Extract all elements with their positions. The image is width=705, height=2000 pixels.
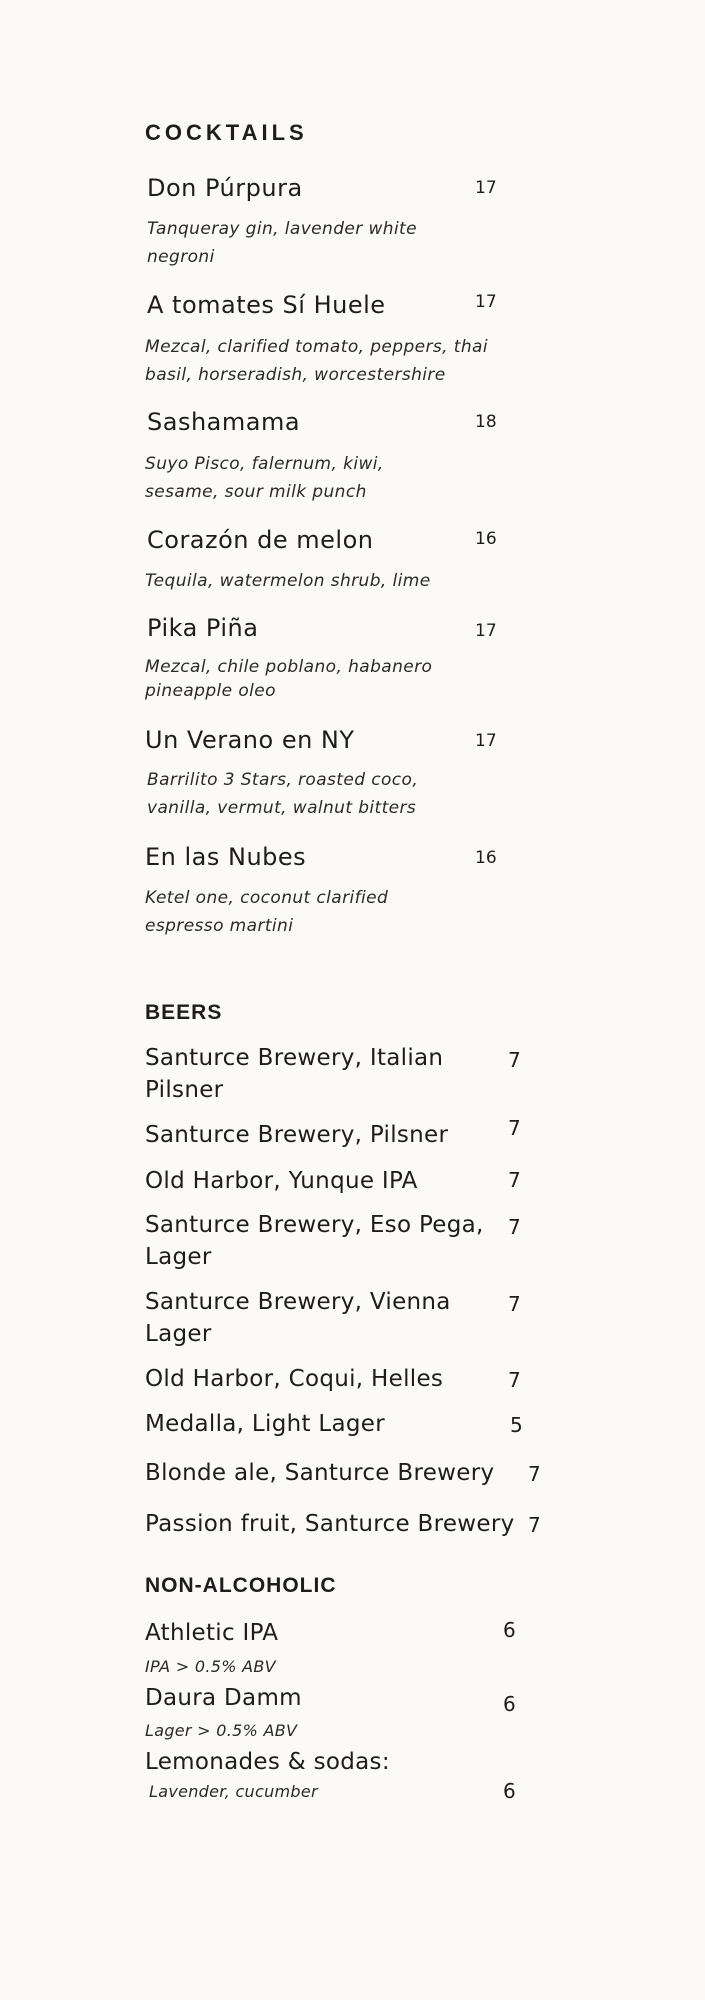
non-alcoholic-name: Lemonades & sodas: (145, 1749, 390, 1775)
beer-price: 7 (528, 1513, 541, 1537)
cocktail-description: Barrilito 3 Stars, roasted coco, vanilla, vermut, walnut bitters (147, 770, 419, 818)
beer-name: Santurce Brewery, Eso Pega, Lager (145, 1212, 484, 1270)
beer-price: 7 (508, 1168, 521, 1192)
beer-price: 7 (508, 1292, 521, 1316)
cocktail-description: Mezcal, clarified tomato, peppers, thai basil, horseradish, worcestershire (145, 337, 488, 385)
non-alcoholic-price: 6 (503, 1779, 516, 1803)
cocktail-description: Suyo Pisco, falernum, kiwi, sesame, sour milk punch (145, 454, 384, 502)
beer-price: 7 (508, 1368, 521, 1392)
beer-name: Medalla, Light Lager (145, 1411, 386, 1437)
non-alcoholic-detail: IPA > 0.5% ABV (145, 1657, 276, 1676)
non-alcoholic-price: 6 (503, 1692, 516, 1716)
beer-name: Old Harbor, Coqui, Helles (145, 1366, 444, 1392)
non-alcoholic-name: Athletic IPA (145, 1620, 279, 1646)
cocktail-description: Mezcal, chile poblano, habanero pineapple oleo (145, 657, 433, 701)
beer-price: 7 (508, 1048, 521, 1072)
beers-heading: BEERS (145, 1001, 223, 1024)
non-alcoholic-price: 6 (503, 1618, 516, 1642)
non-alcoholic-detail: Lavender, cucumber (149, 1782, 318, 1801)
cocktail-description: Tequila, watermelon shrub, lime (145, 571, 431, 591)
cocktail-price: 17 (475, 292, 497, 312)
cocktail-price: 17 (475, 621, 497, 641)
cocktail-name: Pika Piña (147, 614, 259, 642)
cocktails-heading: COCKTAILS (145, 120, 308, 145)
non-alcoholic-name: Daura Damm (145, 1685, 302, 1711)
cocktail-name: Un Verano en NY (145, 726, 355, 754)
beer-name: Santurce Brewery, Vienna Lager (145, 1289, 451, 1347)
cocktail-price: 17 (475, 731, 497, 751)
cocktail-description: Ketel one, coconut clarified espresso martini (145, 888, 389, 936)
beer-name: Santurce Brewery, Italian Pilsner (145, 1045, 444, 1103)
non-alcoholic-detail: Lager > 0.5% ABV (145, 1721, 298, 1740)
cocktail-price: 18 (475, 412, 497, 432)
non-alcoholic-heading: NON-ALCOHOLIC (145, 1574, 337, 1597)
cocktail-price: 16 (475, 848, 497, 868)
cocktail-name: Corazón de melon (147, 526, 374, 554)
beer-name: Santurce Brewery, Pilsner (145, 1122, 449, 1148)
beer-name: Old Harbor, Yunque IPA (145, 1168, 418, 1194)
cocktail-price: 16 (475, 529, 497, 549)
cocktail-description: Tanqueray gin, lavender white negroni (147, 219, 417, 267)
beer-price: 7 (508, 1215, 521, 1239)
beer-name: Blonde ale, Santurce Brewery (145, 1460, 495, 1486)
beer-name: Passion fruit, Santurce Brewery (145, 1511, 515, 1537)
beer-price: 7 (508, 1116, 521, 1140)
cocktail-name: A tomates Sí Huele (147, 291, 386, 319)
cocktail-name: Don Púrpura (147, 174, 303, 202)
cocktail-name: Sashamama (147, 408, 301, 436)
beer-price: 5 (510, 1413, 523, 1437)
beer-price: 7 (528, 1462, 541, 1486)
cocktail-name: En las Nubes (145, 843, 307, 871)
cocktail-price: 17 (475, 178, 497, 198)
